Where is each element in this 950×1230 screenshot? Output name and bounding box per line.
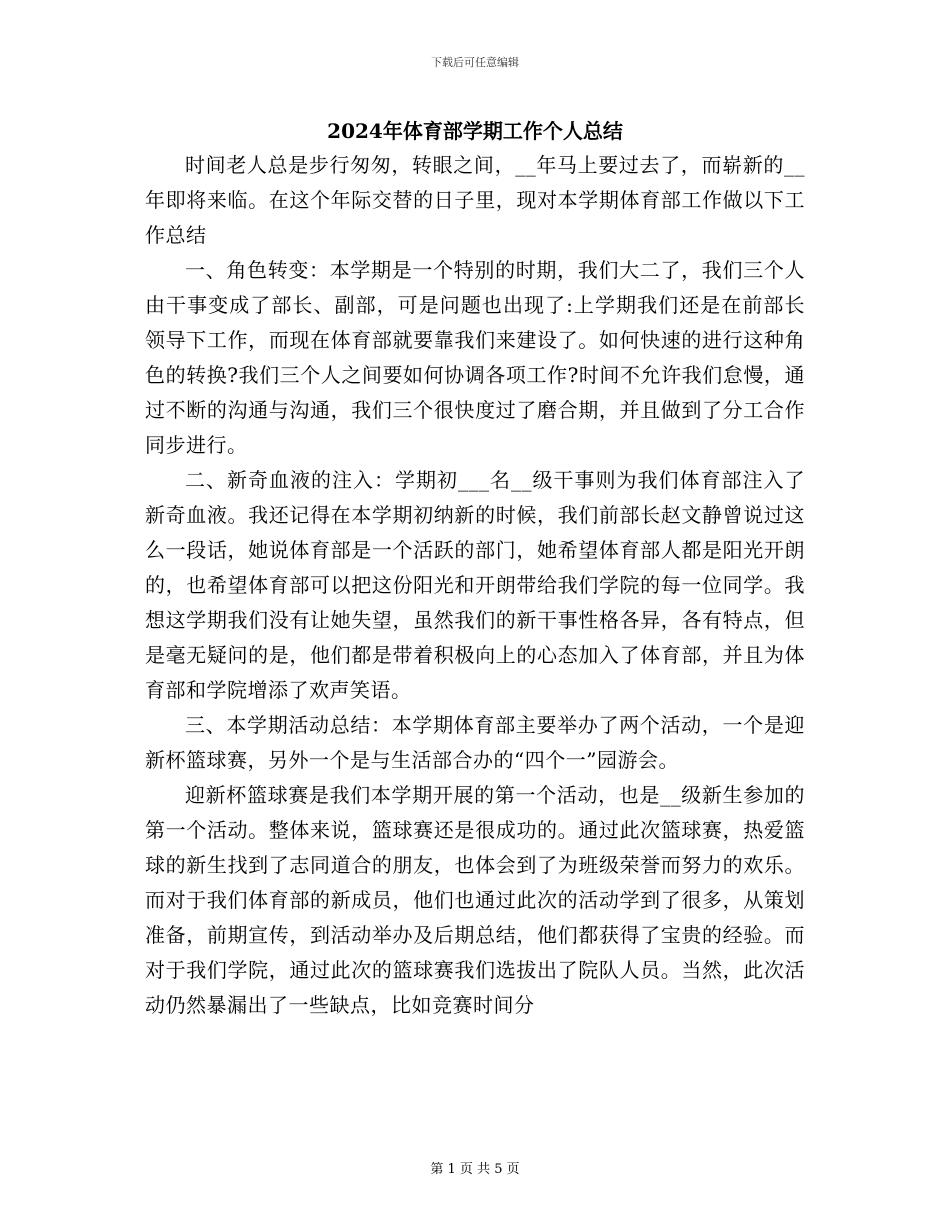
paragraph-intro: 时间老人总是步行匆匆，转眼之间，__年马上要过去了，而崭新的__年即将来临。在这个年际交替的日子里，现对本学期体育部工作做以下工作总结 [145,153,805,247]
paragraph-role-change: 一、角色转变：本学期是一个特别的时期，我们大二了，我们三个人由干事变成了部长、副部，可是问题也出现了:上学期我们还是在前部长领导下工作，而现在体育部就要靠我们来建设了。如何快速的进行这种角色的转换?我们三个人之间要如何协调各项工作?时间不允许我们怠慢，通过不断的沟通与沟通，我们三个很快度过了磨合期，并且做到了分工合作同步进行。 [145,258,805,457]
document-title: 2024年体育部学期工作个人总结 [327,119,623,143]
download-note: 下载后可任意编辑 [431,56,519,69]
paragraph-activity-summary: 三、本学期活动总结：本学期体育部主要举办了两个活动，一个是迎新杯篮球赛，另外一个是与生活部合办的“四个一”园游会。 [145,713,805,772]
paragraph-new-members: 二、新奇血液的注入：学期初___名__级干事则为我们体育部注入了新奇血液。我还记得在本学期初纳新的时候，我们前部长赵文静曾说过这么一段话，她说体育部是一个活跃的部门，她希望体育部人都是阳光开朗的，也希望体育部可以把这份阳光和开朗带给我们学院的每一位同学。我想这学期我们没有让她失望，虽然我们的新干事性格各异，各有特点，但是毫无疑问的是，他们都是带着积极向上的心态加入了体育部，并且为体育部和学院增添了欢声笑语。 [145,468,805,702]
page-number: 第 1 页 共 5 页 [430,1162,520,1177]
document-body [145,148,805,1023]
paragraph-basketball-cup: 迎新杯篮球赛是我们本学期开展的第一个活动，也是__级新生参加的第一个活动。整体来说，篮球赛还是很成功的。通过此次篮球赛，热爱篮球的新生找到了志同道合的朋友，也体会到了为班级荣誉而努力的欢乐。而对于我们体育部的新成员，他们也通过此次的活动学到了很多，从策划准备，前期宣传，到活动举办及后期总结，他们都获得了宝贵的经验。而对于我们学院，通过此次的篮球赛我们选拔出了院队人员。当然，此次活动仍然暴漏出了一些缺点，比如竞赛时间分 [145,783,805,1017]
